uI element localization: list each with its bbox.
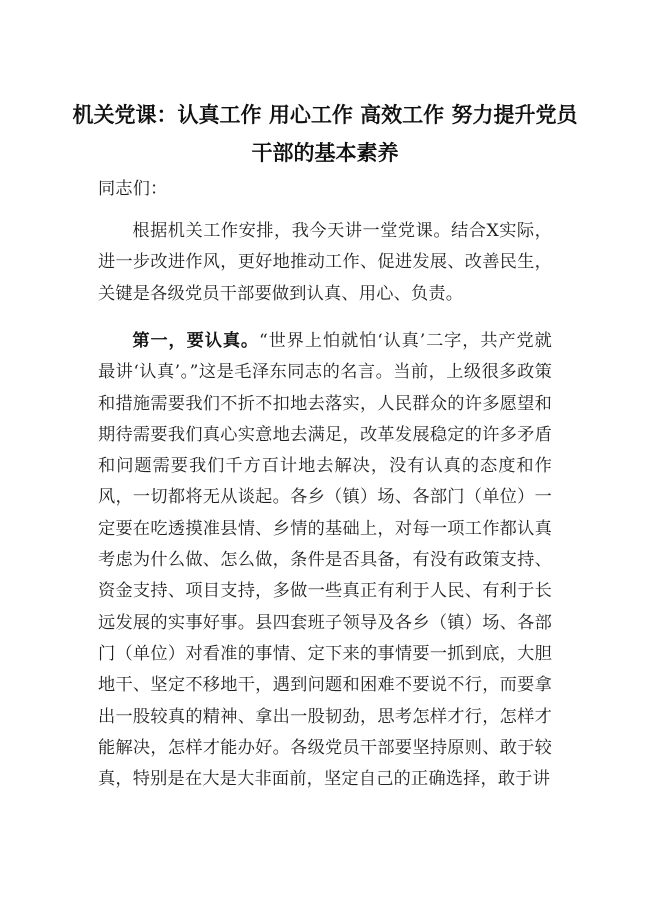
paragraph-lead: 第一，要认真。 <box>132 331 259 351</box>
paragraph-body: “世界上怕就怕‘认真’二字，共产党就最讲‘认真’。”这是毛泽东同志的名言。当前，上级很多政策和措施需要我们不折不扣地去落实，人民群众的许多愿望和期待需要我们真心实意地去满足，改革发展稳定的许多矛盾和问题需要我们千方百计地去解决，没有认真的态度和作风，一切都将无从谈起。各乡（镇）场、各部门（单位）一定要在吃透摸准县情、乡情的基础上，对每一项工作都认真考虑为什么做、怎么做，条件是否具备，有没有政策支持、资金支持、项目支持，多做一些真正有利于人民、有利于长远发展的实事好事。县四套班子领导及各乡（镇）场、各部门（单位）对看准的事情、定下来的事情要一抓到底，大胆地干、坚定不移地干，遇到问题和困难不要说不行，而要拿出一股较真的精神、拿出一股韧劲，思考怎样才行，怎样才能解决，怎样才能办好。各级党员干部要坚持原则、敢于较真，特别是在大是大非面前，坚定自己的正确选择，敢于讲 <box>98 331 552 790</box>
document-title: 机关党课：认真工作 用心工作 高效工作 努力提升党员干部的基本素养 <box>72 103 578 165</box>
salutation: 同志们： <box>98 179 168 199</box>
paragraph-first-point <box>98 326 552 795</box>
paragraph-intro: 根据机关工作安排，我今天讲一堂党课。结合X实际，进一步改进作风，更好地推动工作、促进发展、改善民生，关键是各级党员干部要做到认真、用心、负责。 <box>98 221 552 304</box>
